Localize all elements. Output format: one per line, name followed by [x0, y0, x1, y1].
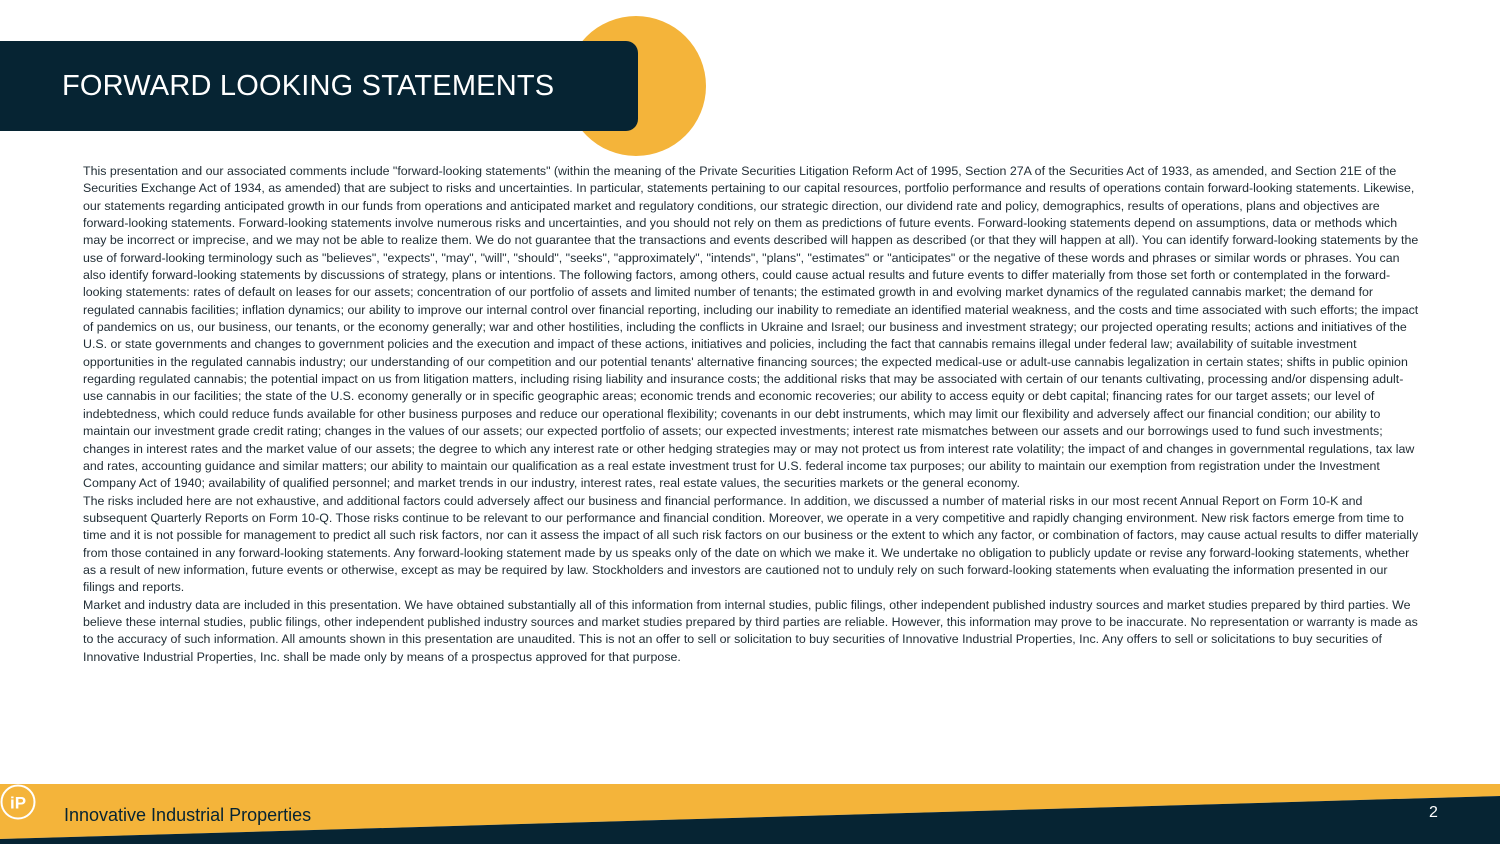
- title-banner: [0, 41, 638, 131]
- page-number: 2: [1429, 804, 1438, 821]
- logo-text: iP: [9, 793, 27, 813]
- page-title: FORWARD LOOKING STATEMENTS: [62, 70, 555, 102]
- footer: [0, 784, 1500, 844]
- iip-logo-icon: [0, 784, 36, 820]
- company-name: Innovative Industrial Properties: [64, 805, 312, 825]
- disclaimer-paragraph-3: Market and industry data are included in this presentation. We have obtained substantially all of this information from internal studies, public filings, other independent published industry sources and market studies prepared by third parties. We believe these internal studies, public filings, other independent published industry sources and market studies prepared by third parties are reliable. However, this information may prove to be inaccurate. No representation or warranty is made as to the accuracy of such information. All amounts shown in this presentation are unaudited. This is not an offer to sell or solicitation to buy securities of Innovative Industrial Properties, Inc. Any offers to sell or solicitations to buy securities of Innovative Industrial Properties, Inc. shall be made only by means of a prospectus approved for that purpose.: [83, 597, 1418, 664]
- disclaimer-paragraph-1: This presentation and our associated comments include "forward-looking statements" (within the meaning of the Private Securities Litigation Reform Act of 1995, Section 27A of the Securities Act of 1933, as amended, and Section 21E of the Securities Exchange Act of 1934, as amended) that are subject to risks and uncertainties. In particular, statements pertaining to our capital resources, portfolio performance and results of operations contain forward-looking statements. Likewise, our statements regarding anticipated growth in our funds from operations and anticipated market and regulatory conditions, our strategic direction, our dividend rate and policy, demographics, results of operations, plans and objectives are forward-looking statements. Forward-looking statements involve numerous risks and uncertainties, and you should not rely on them as predictions of future events. Forward-looking statements depend on assumptions, data or methods which may be incorrect or imprecise, and we may not be able to realize them. We do not guarantee that the transactions and events described will happen as described (or that they will happen at all). You can identify forward-looking statements by the use of forward-looking terminology such as "believes", "expects", "may", "will", "should", "seeks", "approximately", "intends", "plans", "estimates" or "anticipates" or the negative of these words and phrases or similar words or phrases. You can also identify forward-looking statements by discussions of strategy, plans or intentions. The following factors, among others, could cause actual results and future events to differ materially from those set forth or contemplated in the forward-looking statements: rates of default on leases for our assets; concentration of our portfolio of assets and limited number of tenants; the estimated growth in and evolving market dynamics of the regulated cannabis market; the demand for regulated cannabis facilities; inflation dynamics; our ability to improve our internal control over financial reporting, including our inability to remediate an identified material weakness, and the costs and time associated with such efforts; the impact of pandemics on us, our business, our tenants, or the economy generally; war and other hostilities, including the conflicts in Ukraine and Israel; our business and investment strategy; our projected operating results; actions and initiatives of the U.S. or state governments and changes to government policies and the execution and impact of these actions, initiatives and policies, including the fact that cannabis remains illegal under federal law; availability of suitable investment opportunities in the regulated cannabis industry; our understanding of our competition and our potential tenants' alternative financing sources; the expected medical-use or adult-use cannabis legalization in certain states; shifts in public opinion regarding regulated cannabis; the potential impact on us from litigation matters, including rising liability and insurance costs; the additional risks that may be associated with certain of our tenants cultivating, processing and/or dispensing adult-use cannabis in our facilities; the state of the U.S. economy generally or in specific geographic areas; economic trends and economic recoveries; our ability to access equity or debt capital; financing rates for our target assets; our level of indebtedness, which could reduce funds available for other business purposes and reduce our operational flexibility; covenants in our debt instruments, which may limit our flexibility and adversely affect our financial condition; our ability to maintain our investment grade credit rating; changes in the values of our assets; our expected portfolio of assets; our expected investments; interest rate mismatches between our assets and our borrowings used to fund such investments; changes in interest rates and the market value of our assets; the degree to which any interest rate or other hedging strategies may or may not protect us from interest rate volatility; the impact of and changes in governmental regulations, tax law and rates, accounting guidance and similar matters; our ability to maintain our qualification as a real estate investment trust for U.S. federal income tax purposes; our ability to maintain our exemption from registration under the Investment Company Act of 1940; availability of qualified personnel; and market trends in our industry, interest rates, real estate values, the securities markets or the general economy.: [83, 164, 1419, 491]
- disclaimer-paragraph-2: The risks included here are not exhaustive, and additional factors could adversely affect our business and financial performance. In addition, we discussed a number of material risks in our most recent Annual Report on Form 10-K and subsequent Quarterly Reports on Form 10-Q. Those risks continue to be relevant to our performance and financial condition. Moreover, we operate in a very competitive and rapidly changing environment. New risk factors emerge from time to time and it is not possible for management to predict all such risk factors, nor can it assess the impact of all such risk factors on our business or the extent to which any factor, or combination of factors, may cause actual results to differ materially from those contained in any forward-looking statements. Any forward-looking statement made by us speaks only of the date on which we make it. We undertake no obligation to publicly update or revise any forward-looking statements, whether as a result of new information, future events or otherwise, except as may be required by law. Stockholders and investors are cautioned not to unduly rely on such forward-looking statements when evaluating the information presented in our filings and reports.: [83, 493, 1419, 595]
- disclaimer-body: [83, 163, 1419, 666]
